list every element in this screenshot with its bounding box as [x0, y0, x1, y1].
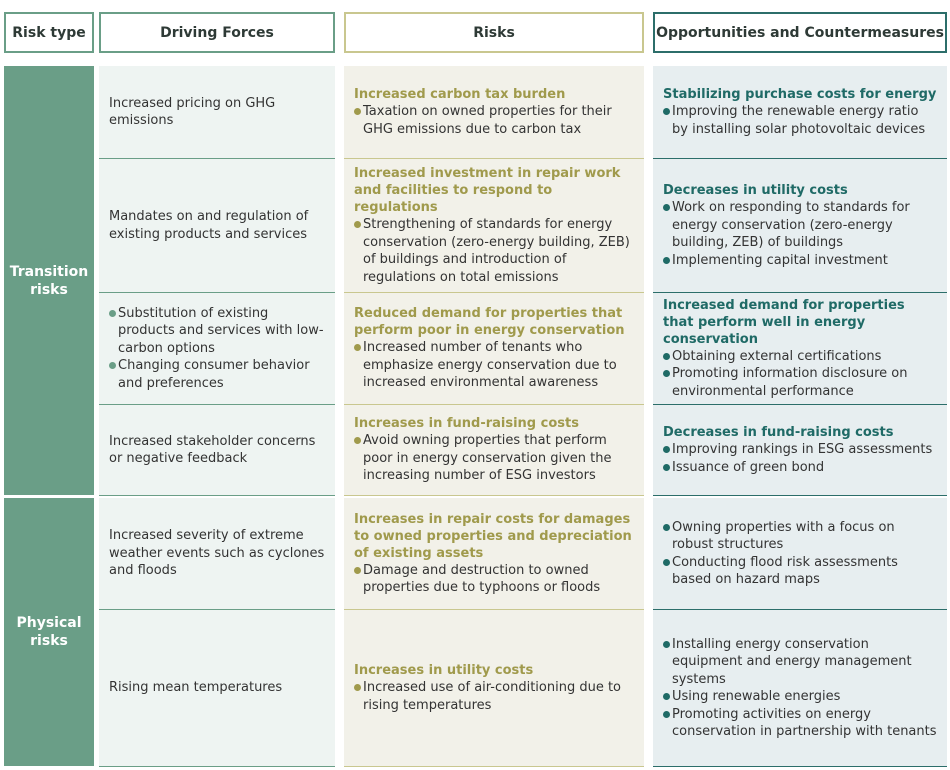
bullet-dot-icon: [354, 437, 361, 444]
risk-cell: [344, 66, 644, 158]
bullet-text: Improving rankings in ESG assessments: [672, 442, 933, 457]
bullet-item: [354, 432, 634, 485]
bullet-text: Avoid owning properties that perform poor in energy conservation given the increasing number of ESG investors: [363, 433, 612, 484]
bullet-text: Installing energy conservation equipment and energy management systems: [672, 636, 912, 687]
bullet-text: Promoting information disclosure on environmental performance: [672, 366, 908, 399]
opportunity-cell: [653, 610, 947, 766]
bullet-text: Increased number of tenants who emphasize energy conservation due to increased environmental awareness: [363, 340, 617, 391]
bullet-text: Strengthening of standards for energy conservation (zero-energy building, ZEB) of buildings and introduction of regulations on total emissions: [363, 217, 630, 285]
bullet-item: [109, 305, 325, 358]
bullet-item: [663, 706, 937, 741]
bullet-item: [109, 357, 325, 392]
driving-force-text: Increased pricing on GHG emissions: [109, 95, 276, 128]
opportunity-title: Increased demand for properties that perform well in energy conservation: [663, 297, 905, 347]
bullet-dot-icon: [663, 711, 670, 718]
risk-row-divider: [344, 495, 644, 496]
bullet-dot-icon: [354, 684, 361, 691]
driving-force-cell: [99, 405, 335, 495]
bullet-item: [663, 554, 937, 589]
bullet-dot-icon: [354, 344, 361, 351]
bullet-dot-icon: [663, 693, 670, 700]
driving-row-divider: [99, 766, 335, 767]
opportunity-row-divider: [653, 766, 947, 767]
bullet-text: Substitution of existing products and services with low-carbon options: [118, 305, 324, 356]
bullet-dot-icon: [354, 567, 361, 574]
driving-force-text: Increased stakeholder concerns or negative feedback: [109, 433, 316, 466]
risk-cell: [344, 498, 644, 609]
bullet-dot-icon: [663, 446, 670, 453]
bullet-text: Changing consumer behavior and preferences: [118, 358, 310, 391]
opportunity-title: Decreases in fund-raising costs: [663, 425, 894, 440]
header-driving-forces: Driving Forces: [99, 12, 335, 53]
opportunity-cell: [653, 293, 947, 404]
driving-force-text: Rising mean temperatures: [109, 680, 283, 696]
bullet-text: Work on responding to standards for energy conservation (zero-energy building, ZEB) of buildings: [672, 200, 910, 250]
bullet-text: Implementing capital investment: [672, 252, 888, 268]
bullet-dot-icon: [109, 362, 116, 369]
bullet-text: Promoting activities on energy conservation in partnership with tenants: [672, 706, 937, 739]
bullet-item: [663, 103, 937, 138]
bullet-dot-icon: [663, 559, 670, 566]
bullet-item: [354, 679, 634, 714]
risk-cell: [344, 405, 644, 495]
bullet-item: [354, 562, 634, 597]
bullet-dot-icon: [663, 204, 670, 211]
bullet-item: [663, 636, 937, 689]
bullet-text: Increased use of air-conditioning due to rising temperatures: [363, 680, 622, 713]
driving-force-text: Increased severity of extreme weather events such as cyclones and floods: [109, 528, 325, 579]
risk-title: Increases in repair costs for damages to owned properties and depreciation of existing assets: [354, 511, 632, 561]
driving-force-cell: [99, 66, 335, 158]
bullet-item: [663, 459, 937, 477]
bullet-dot-icon: [663, 524, 670, 531]
bullet-item: [663, 252, 937, 270]
opportunity-title: Decreases in utility costs: [663, 183, 848, 198]
bullet-text: Taxation on owned properties for their GHG emissions due to carbon tax: [363, 104, 612, 137]
risk-title: Increased carbon tax burden: [354, 87, 566, 102]
bullet-item: [354, 216, 634, 286]
bullet-dot-icon: [663, 464, 670, 471]
bullet-item: [354, 339, 634, 392]
bullet-item: [663, 519, 937, 554]
risk-cell: [344, 293, 644, 404]
bullet-text: Owning properties with a focus on robust structures: [672, 519, 895, 552]
risk-title: Increased investment in repair work and facilities to respond to regulations: [354, 166, 621, 215]
opportunity-title: Stabilizing purchase costs for energy: [663, 87, 937, 102]
driving-force-cell: [99, 159, 335, 292]
bullet-dot-icon: [663, 641, 670, 648]
bullet-item: [663, 365, 937, 400]
opportunity-cell: [653, 66, 947, 158]
driving-force-cell: [99, 610, 335, 766]
bullet-text: Improving the renewable energy ratio by installing solar photovoltaic devices: [672, 104, 926, 137]
bullet-item: [354, 103, 634, 138]
driving-force-cell: [99, 293, 335, 404]
risk-type-physical: Physical risks: [4, 498, 94, 766]
bullet-dot-icon: [663, 370, 670, 377]
risk-cell: [344, 159, 644, 292]
driving-row-divider: [99, 495, 335, 496]
bullet-dot-icon: [109, 310, 116, 317]
header-opportunities: Opportunities and Countermeasures: [653, 12, 947, 53]
opportunity-cell: [653, 498, 947, 609]
bullet-dot-icon: [663, 108, 670, 115]
bullet-item: [663, 688, 937, 706]
opportunity-cell: [653, 405, 947, 495]
bullet-text: Damage and destruction to owned properties due to typhoons or floods: [363, 562, 601, 595]
driving-force-text: Mandates on and regulation of existing products and services: [109, 209, 309, 242]
risk-type-transition: Transition risks: [4, 66, 94, 495]
driving-force-cell: [99, 498, 335, 609]
risk-row-divider: [344, 766, 644, 767]
bullet-text: Obtaining external certifications: [672, 348, 882, 364]
header-risks: Risks: [344, 12, 644, 53]
bullet-text: Issuance of green bond: [672, 459, 825, 475]
risk-cell: [344, 610, 644, 766]
bullet-text: Using renewable energies: [672, 689, 841, 704]
bullet-dot-icon: [663, 257, 670, 264]
bullet-dot-icon: [663, 353, 670, 360]
bullet-text: Conducting flood risk assessments based on hazard maps: [672, 554, 898, 587]
bullet-item: [663, 348, 937, 366]
opportunity-cell: [653, 159, 947, 292]
bullet-dot-icon: [354, 108, 361, 115]
risk-title: Increases in fund-raising costs: [354, 416, 579, 432]
risk-title: Increases in utility costs: [354, 663, 534, 678]
header-risk-type: Risk type: [4, 12, 94, 53]
bullet-item: [663, 199, 937, 252]
bullet-item: [663, 441, 937, 459]
opportunity-row-divider: [653, 495, 947, 496]
bullet-dot-icon: [354, 221, 361, 228]
risk-title: Reduced demand for properties that perform poor in energy conservation: [354, 306, 625, 339]
